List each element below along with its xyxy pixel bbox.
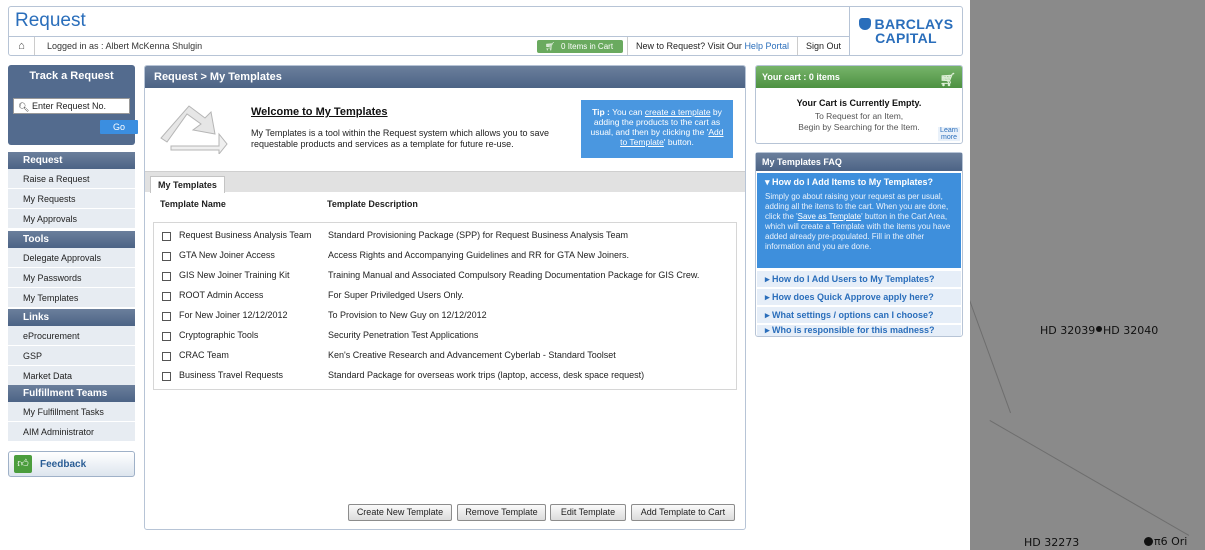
constellation-line xyxy=(990,420,1190,536)
cart-icon: 🛒︎ xyxy=(939,72,956,87)
user-bar xyxy=(9,36,849,55)
template-name[interactable]: GTA New Joiner Access xyxy=(179,250,275,260)
remove-template-button[interactable]: Remove Template xyxy=(457,504,546,521)
template-description: Security Penetration Test Applications xyxy=(328,330,479,340)
request-number-input[interactable] xyxy=(13,98,130,114)
template-name[interactable]: GIS New Joiner Training Kit xyxy=(179,270,290,280)
cart-header xyxy=(756,66,962,88)
faq-item[interactable]: ▸ What settings / options can I choose? xyxy=(757,307,961,323)
cart-instructions-line2: Begin by Searching for the Item. xyxy=(798,122,920,132)
add-template-to-cart-button[interactable]: Add Template to Cart xyxy=(631,504,735,521)
barclays-capital-logo[interactable] xyxy=(849,7,962,55)
nav-head-links: Links xyxy=(8,309,135,326)
eagle-icon xyxy=(859,18,871,30)
col-header-description: Template Description xyxy=(327,199,418,209)
constellation-line xyxy=(970,300,1011,413)
faq-item[interactable]: ▸ How does Quick Approve apply here? xyxy=(757,289,961,305)
faq-item[interactable]: ▸ Who is responsible for this madness? xyxy=(757,325,961,336)
learn-more-line1: Learn xyxy=(940,127,958,134)
template-name[interactable]: Business Travel Requests xyxy=(179,370,284,380)
nav-item-raise-request[interactable]: Raise a Request xyxy=(8,169,135,189)
cart-pill-label: 0 Items in Cart xyxy=(561,41,614,51)
search-icon: 🔍︎ xyxy=(18,102,30,112)
star-label: HD 32273 xyxy=(1024,536,1080,549)
tip-text3: ' button. xyxy=(663,137,694,147)
nav-head-fulfillment: Fulfillment Teams xyxy=(8,385,135,402)
nav-item-my-templates[interactable]: My Templates xyxy=(8,288,135,308)
sign-out-link[interactable]: Sign Out xyxy=(797,37,849,55)
nav-section-tools xyxy=(8,231,135,308)
template-description: To Provision to New Guy on 12/12/2012 xyxy=(328,310,487,320)
star-label: HD 32040 xyxy=(1103,324,1159,337)
star-label: π6 Ori xyxy=(1154,535,1188,548)
nav-item-my-passwords[interactable]: My Passwords xyxy=(8,268,135,288)
faq-item-label: What settings / options can I choose? xyxy=(772,310,934,320)
cart-icon: 🛒︎ xyxy=(544,41,556,51)
star-map-background xyxy=(970,0,1205,550)
faq-item-label: How does Quick Approve apply here? xyxy=(772,292,934,302)
home-icon[interactable]: ⌂ xyxy=(9,37,35,55)
help-portal-link[interactable]: Help Portal xyxy=(744,41,789,51)
template-name[interactable]: Request Business Analysis Team xyxy=(179,230,312,240)
logged-in-text: Logged in as : Albert McKenna Shulgin xyxy=(47,41,203,51)
row-checkbox[interactable] xyxy=(162,232,171,241)
faq-open-question-text: How do I Add Items to My Templates? xyxy=(772,177,934,187)
app-title: Request xyxy=(15,10,86,31)
save-as-template-link[interactable]: Save as Template xyxy=(797,212,862,221)
row-checkbox[interactable] xyxy=(162,252,171,261)
tip-text1: You can xyxy=(609,107,645,117)
row-checkbox[interactable] xyxy=(162,372,171,381)
thumbs-up-icon: 👍︎ xyxy=(14,455,32,473)
faq-answer-part1: Simply go about raising your request as per usual, adding all the items to the cart. When you are done, click the ' xyxy=(765,192,949,221)
welcome-title: Welcome to My Templates xyxy=(251,106,388,118)
table-row xyxy=(154,307,736,327)
row-checkbox[interactable] xyxy=(162,312,171,321)
tip-text2: by adding the products to the cart as usual, and then by clicking the ' xyxy=(590,107,722,137)
table-row xyxy=(154,327,736,347)
nav-item-eprocurement[interactable]: eProcurement xyxy=(8,326,135,346)
tab-strip xyxy=(145,171,745,192)
page-breadcrumb: Request > My Templates xyxy=(145,66,745,88)
template-description: Training Manual and Associated Compulsory Reading Documentation Package for GIS Crew. xyxy=(328,270,700,280)
cart-instructions-line1: To Request for an Item, xyxy=(814,111,904,121)
table-row xyxy=(154,347,736,367)
tab-my-templates[interactable]: My Templates xyxy=(150,176,225,193)
cart-items-pill[interactable] xyxy=(537,40,623,53)
template-description: Standard Provisioning Package (SPP) for Request Business Analysis Team xyxy=(328,230,628,240)
request-number-value: Enter Request No. xyxy=(32,101,107,111)
main-panel xyxy=(144,65,746,530)
nav-head-tools: Tools xyxy=(8,231,135,248)
faq-open-answer xyxy=(757,188,961,252)
tip-label: Tip : xyxy=(592,107,610,117)
cart-panel xyxy=(755,65,963,144)
nav-item-gsp[interactable]: GSP xyxy=(8,346,135,366)
add-to-template-link[interactable]: Add to Template xyxy=(620,127,724,147)
table-row xyxy=(154,227,736,247)
row-checkbox[interactable] xyxy=(162,292,171,301)
table-row xyxy=(154,287,736,307)
create-new-template-button[interactable]: Create New Template xyxy=(348,504,452,521)
new-to-request-text: New to Request? Visit Our xyxy=(636,41,745,51)
template-description: Access Rights and Accompanying Guidelines and RR for GTA New Joiners. xyxy=(328,250,629,260)
nav-item-aim-administrator[interactable]: AIM Administrator xyxy=(8,422,135,442)
star-label: HD 32039 xyxy=(1040,324,1096,337)
template-name[interactable]: ROOT Admin Access xyxy=(179,290,264,300)
help-portal-prompt xyxy=(627,37,797,55)
table-row xyxy=(154,247,736,267)
template-description: Standard Package for overseas work trips (laptop, access, desk space request) xyxy=(328,370,645,380)
nav-head-request: Request xyxy=(8,152,135,169)
faq-header: My Templates FAQ xyxy=(756,153,962,171)
feedback-button[interactable] xyxy=(8,451,135,477)
track-request-title: Track a Request xyxy=(29,70,114,82)
logo-line1: BARCLAYS xyxy=(874,16,954,32)
nav-section-fulfillment xyxy=(8,385,135,442)
nav-item-delegate-approvals[interactable]: Delegate Approvals xyxy=(8,248,135,268)
faq-item-label: Who is responsible for this madness? xyxy=(772,325,935,335)
nav-section-request xyxy=(8,152,135,229)
faq-open-question[interactable]: ▾ How do I Add Items to My Templates? xyxy=(765,177,934,187)
cart-header-label: Your cart : 0 items xyxy=(762,72,840,82)
top-header xyxy=(8,6,963,56)
faq-panel xyxy=(755,152,963,337)
row-checkbox[interactable] xyxy=(162,352,171,361)
go-button[interactable]: Go xyxy=(100,120,138,134)
nav-item-my-approvals[interactable]: My Approvals xyxy=(8,209,135,229)
nav-item-my-requests[interactable]: My Requests xyxy=(8,189,135,209)
template-name[interactable]: For New Joiner 12/12/2012 xyxy=(179,310,288,320)
row-checkbox[interactable] xyxy=(162,272,171,281)
table-row xyxy=(154,367,736,387)
learn-more-line2: more xyxy=(941,134,957,141)
recycle-arrows-icon xyxy=(157,104,231,154)
templates-table xyxy=(153,222,737,390)
table-row xyxy=(154,267,736,287)
template-description: For Super Priviledged Users Only. xyxy=(328,290,464,300)
nav-item-market-data[interactable]: Market Data xyxy=(8,366,135,386)
star-dot xyxy=(1096,326,1102,332)
nav-section-links xyxy=(8,309,135,386)
faq-item-label: How do I Add Users to My Templates? xyxy=(772,274,935,284)
cart-empty-text: Your Cart is Currently Empty. xyxy=(796,98,922,108)
faq-expanded-item xyxy=(757,173,961,268)
tip-box xyxy=(581,100,733,158)
logo-line2: CAPITAL xyxy=(875,30,937,46)
faq-answer-part2: ' button in the Cart Area, which will create a Template with the items you have added already pre-populated. Fill in the other information and you are done. xyxy=(765,212,951,251)
template-name[interactable]: Cryptographic Tools xyxy=(179,330,259,340)
feedback-label: Feedback xyxy=(40,458,87,470)
track-request-panel xyxy=(8,65,135,145)
template-name[interactable]: CRAC Team xyxy=(179,350,229,360)
nav-item-fulfillment-tasks[interactable]: My Fulfillment Tasks xyxy=(8,402,135,422)
learn-more-link[interactable] xyxy=(938,127,960,141)
row-checkbox[interactable] xyxy=(162,332,171,341)
cart-instructions xyxy=(756,111,962,133)
welcome-text: My Templates is a tool within the Request system which allows you to save requestable products and services as a template for future re-use. xyxy=(251,128,549,149)
faq-item[interactable]: ▸ How do I Add Users to My Templates? xyxy=(757,271,961,287)
create-template-link[interactable]: create a template xyxy=(644,107,711,117)
template-description: Ken's Creative Research and Advancement Cyberlab - Standard Toolset xyxy=(328,350,616,360)
edit-template-button[interactable]: Edit Template xyxy=(550,504,626,521)
star-dot xyxy=(1144,537,1153,546)
col-header-name: Template Name xyxy=(160,199,226,209)
